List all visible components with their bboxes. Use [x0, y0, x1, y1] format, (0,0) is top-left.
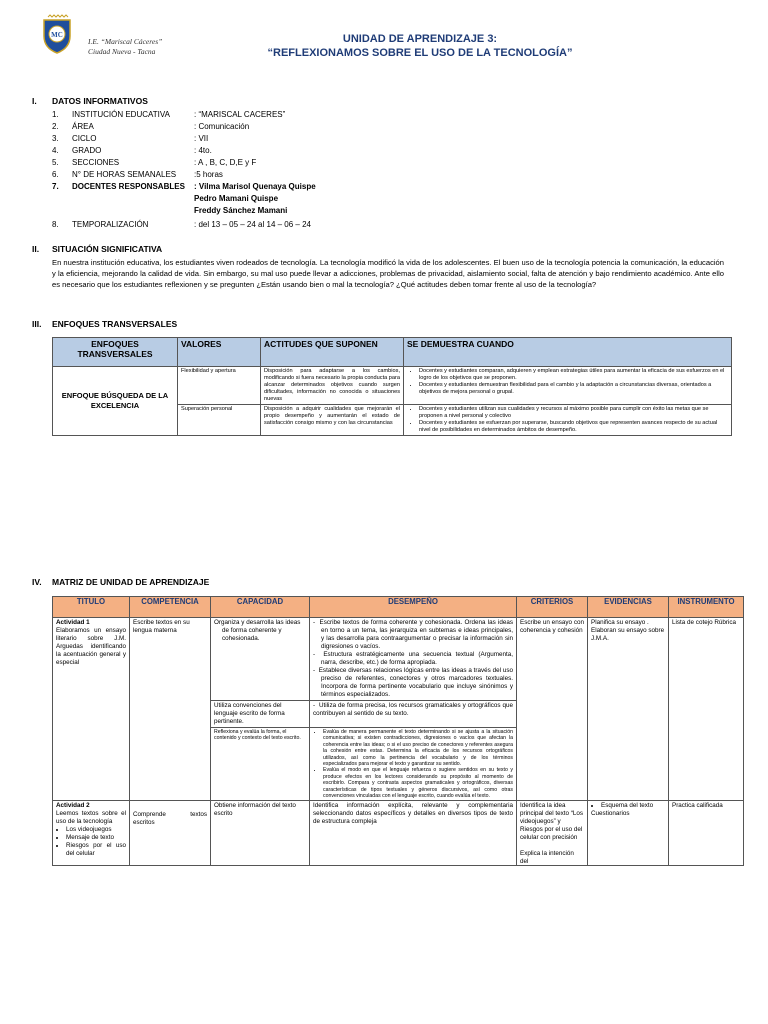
row-value: Freddy Sánchez Mamani [194, 206, 288, 215]
header-actitudes: ACTITUDES QUE SUPONEN [261, 338, 404, 367]
row-key: GRADO [72, 146, 102, 155]
row-value: : A , B, C, D,E y F [194, 158, 257, 167]
row-value: : Comunicación [194, 122, 250, 131]
competencia-cell: Comprende textos escritos [130, 801, 211, 866]
list-item: • Evalúa de manera permanente el texto determinando si se ajusta a la situación comunicativa; si existen contradicciones, digresiones o vacíos que afectan la coherencia entre las ideas; o si el uso preciso de conectores y referentes asegura la cohesión entre estas. Determina la eficacia de los recursos ortográficos utilizados, así como la pertinencia del vocabulario y de los términos especializados para mejorar el texto y garantizar su sentido. [323, 729, 513, 767]
list-item: - Escribe textos de forma coherente y cohesionada. Ordena las ideas en torno a un tema, las jerarquiza en subtemas e ideas principales, y las desarrolla para contraargumentar o precisar la información sin digresiones o vacíos. [313, 619, 513, 650]
list-item: • Riesgos por el uso del celular [66, 842, 126, 858]
header-evidencias: EVIDENCIAS [588, 597, 669, 618]
desempeno-text: Escribe textos de forma coherente y cohesionada. Ordena las ideas en torno a un tema, las jerarquiza en subtemas e ideas principales, y las desarrolla para contraargumentar o precisar la información sin digresiones o vacíos. [319, 619, 513, 650]
header-desempeno: DESEMPEÑO [310, 597, 517, 618]
row-value: Pedro Mamani Quispe [194, 194, 279, 203]
table-row [53, 367, 732, 405]
table-row [53, 618, 744, 701]
section-1-heading [32, 96, 148, 106]
criterio-cell [517, 801, 588, 866]
row-number: 3. [52, 134, 59, 143]
instrumento-cell: Practica calificada [669, 801, 744, 866]
info-row [52, 181, 316, 193]
page-title [190, 32, 650, 60]
list-item: • Esquema del texto [601, 802, 665, 810]
demuestra-cell [404, 367, 732, 405]
activity-label: Actividad 1 [56, 619, 90, 626]
section-3-heading [32, 319, 177, 329]
header-enfoques: ENFOQUES TRANSVERSALES [53, 338, 178, 367]
section-title: DATOS INFORMATIVOS [52, 96, 148, 106]
evidencia-cell [588, 801, 669, 866]
activity-1-cell [53, 618, 130, 801]
title-line-1: UNIDAD DE APRENDIZAJE 3: [342, 33, 498, 45]
header-criterios: CRITERIOS [517, 597, 588, 618]
info-row [52, 109, 285, 121]
list-item: • Los videojuegos [66, 826, 126, 834]
row-number: 4. [52, 146, 59, 155]
learning-matrix-table [52, 596, 744, 866]
list-item: • Docentes y estudiantes se esfuerzan por superarse, buscando objetivos que representen avances respecto de su actual nivel de posibilidades en determinados ámbitos de desempeño. [419, 420, 728, 434]
list-item: • Evalúa el modo en que el lenguaje refuerza o sugiere sentidos en su texto y produce efectos en los lectores considerando su propósito al momento de escribirlo. Compara y contrasta aspectos gramaticales y ortográficos, diversas características de tipos textuales y géneros discursivos, así como otras convenciones vinculadas con el lenguaje escrito, cuando evalúa el texto. [323, 767, 513, 799]
row-key: ÁREA [72, 122, 94, 131]
section-number: II. [32, 244, 40, 254]
list-item: • Docentes y estudiantes comparan, adquieren y emplean estrategias útiles para aumentar la eficacia de sus esfuerzos en el logro de los objetivos que se proponen. [419, 368, 728, 382]
info-row [52, 219, 311, 231]
table-header-row [53, 338, 732, 367]
info-row [52, 145, 212, 157]
desempeno-text: Establece diversas relaciones lógicas entre las ideas a través del uso preciso de referentes, conectores y otros marcadores textuales. Incorpora de forma pertinente vocabulario que incluye sinónimos y términos especializados. [318, 667, 513, 698]
row-value: : Vilma Marisol Quenaya Quispe [194, 182, 316, 191]
capacidad-cell: Reflexiona y evalúa la forma, el contenido y contexto del texto escrito. [211, 728, 310, 801]
row-key: CICLO [72, 134, 97, 143]
actitud-cell: Disposición para adaptarse a los cambios, modificando si fuera necesario la propia conducta para alcanzar determinados objetivos cuando surgen dificultades, información no conocida o situaciones nuevas [261, 367, 404, 405]
row-key: DOCENTES RESPONSABLES [72, 182, 185, 191]
list-item: Organiza y desarrolla las ideas de forma coherente y cohesionada. [214, 619, 301, 642]
info-row [52, 157, 256, 169]
row-value: :5 horas [194, 170, 223, 179]
row-key: INSTITUCIÓN EDUCATIVA [72, 110, 170, 119]
school-crest-icon [40, 14, 74, 54]
info-row [52, 193, 278, 205]
capacidad-cell [211, 618, 310, 701]
info-row [52, 121, 249, 133]
capacidad-cell: Utiliza convenciones del lenguaje escrito de forma pertinente. [211, 701, 310, 728]
row-value: : 4to. [194, 146, 212, 155]
valor-cell: Superación personal [178, 405, 261, 436]
section-2-heading [32, 244, 162, 254]
row-value: : “MARISCAL CACERES” [194, 110, 286, 119]
list-item: - Establece diversas relaciones lógicas entre las ideas a través del uso preciso de referentes, conectores y otros marcadores textuales. Incorpora de forma pertinente vocabulario que incluye sinónimos y términos especializados. [313, 667, 513, 698]
section-4-heading [32, 577, 209, 587]
row-number: 6. [52, 170, 59, 179]
table-row [53, 801, 744, 866]
activity-label: Actividad 2 [56, 802, 90, 810]
title-line-2: “REFLEXIONAMOS SOBRE EL USO DE LA TECNOLOGÍA” [267, 47, 573, 59]
capacidad-cell: Obtiene información del texto escrito [211, 801, 310, 866]
desempeno-cell [310, 618, 517, 701]
section-title: ENFOQUES TRANSVERSALES [52, 319, 178, 329]
desempeno-cell: - Utiliza de forma precisa, los recursos gramaticales y ortográficos que contribuyen al sentido de su texto. [310, 701, 517, 728]
section-number: I. [32, 96, 37, 106]
activity-title: Elaboramos un ensayo literario sobre J.M. Arguedas identificando la acentuación general y especial [56, 627, 126, 666]
row-number: 7. [52, 182, 59, 191]
desempeno-cell: Identifica información explícita, relevante y complementaria seleccionando datos específicos y detalles en diversos tipos de texto de estructura compleja [310, 801, 517, 866]
criterio-cell: Escribe un ensayo con coherencia y cohesión [517, 618, 588, 801]
info-row [52, 169, 223, 181]
criterio-text: Identifica la idea principal del texto “Los videojuegos” y Riesgos por el uso del celular con precisión [520, 802, 584, 842]
section-title: MATRIZ DE UNIDAD DE APRENDIZAJE [52, 577, 210, 587]
info-row [52, 133, 208, 145]
header-capacidad: CAPACIDAD [211, 597, 310, 618]
row-key: TEMPORALIZACIÓN [72, 220, 149, 229]
row-key: SECCIONES [72, 158, 120, 167]
row-number: 1. [52, 110, 59, 119]
competencia-cell: Escribe textos en su lengua materna [130, 618, 211, 801]
row-number: 5. [52, 158, 59, 167]
list-item: • Docentes y estudiantes demuestran flexibilidad para el cambio y la adaptación a circunstancias diversas, orientados a objetivos de mejora personal o grupal. [419, 382, 728, 396]
activity-title: Leemos textos sobre el uso de la tecnología [56, 810, 126, 826]
header-competencia: COMPETENCIA [130, 597, 211, 618]
evidencia-text: Cuestionarios [591, 810, 630, 818]
institution-city: Ciudad Nueva - Tacna [88, 47, 156, 56]
row-value: : del 13 – 05 – 24 al 14 – 06 – 24 [194, 220, 311, 229]
row-number: 8. [52, 220, 59, 229]
row-value: : VII [194, 134, 209, 143]
activity-2-cell [53, 801, 130, 866]
list-item: • Mensaje de texto [66, 834, 126, 842]
desempeno-text: Estructura estratégicamente una secuencia textual (Argumenta, narra, describe, etc.) de forma apropiada. [321, 651, 513, 666]
section-number: III. [32, 319, 42, 329]
section-number: IV. [32, 577, 42, 587]
valor-cell: Flexibilidad y apertura [178, 367, 261, 405]
table-header-row [53, 597, 744, 618]
situation-paragraph: En nuestra institución educativa, los estudiantes viven rodeados de tecnología. La tecnología modificó la vida de los adolescentes. El buen uso de la tecnología potencia la comunicación, la educación y la eficiencia, mejorando la calidad de vida. Sin embargo, su mal uso puede llevar a adicciones, problemas de privacidad, aislamiento social, falta de atención y bajo rendimiento académico. Ante ello es necesario que los estudiantes reflexionen y se pregunten ¿Están usando bien o mal la tecnología? ¿Qué actitudes deben tomar frente al uso de la tecnología? [52, 258, 724, 290]
desempeno-cell [310, 728, 517, 801]
institution-name: I.E. “Mariscal Cáceres” [88, 37, 163, 46]
list-item: - Estructura estratégicamente una secuencia textual (Argumenta, narra, describe, etc.) de forma apropiada. [313, 651, 513, 666]
header-demuestra: SE DEMUESTRA CUANDO [404, 338, 732, 367]
info-row [52, 205, 287, 217]
header-valores: VALORES [178, 338, 261, 367]
svg-text:MC: MC [51, 31, 63, 39]
desempeno-text: Utiliza de forma precisa, los recursos gramaticales y ortográficos que contribuyen al sentido de su texto. [313, 702, 513, 717]
evidencia-cell: Planifica su ensayo . Elaboran su ensayo sobre J.M.A. [588, 618, 669, 801]
instrumento-cell: Lista de cotejo Rúbrica [669, 618, 744, 801]
section-title: SITUACIÓN SIGNIFICATIVA [52, 244, 163, 254]
actitud-cell: Disposición a adquirir cualidades que mejorarán el propio desempeño y aumentarán el estado de satisfacción consigo mismo y con las circunstancias [261, 405, 404, 436]
enfoques-table [52, 337, 732, 436]
row-number: 2. [52, 122, 59, 131]
header-titulo: TITULO [53, 597, 130, 618]
demuestra-cell [404, 405, 732, 436]
row-key: N° DE HORAS SEMANALES [72, 170, 177, 179]
list-item: • Docentes y estudiantes utilizan sus cualidades y recursos al máximo posible para cumplir con éxito las metas que se proponen a nivel personal y colectivo [419, 406, 728, 420]
header-instrumento: INSTRUMENTO [669, 597, 744, 618]
enfoque-cell: ENFOQUE BÚSQUEDA DE LA EXCELENCIA [53, 367, 178, 436]
institution-caption [88, 37, 162, 57]
criterio-text: Explica la intención del [520, 850, 574, 865]
